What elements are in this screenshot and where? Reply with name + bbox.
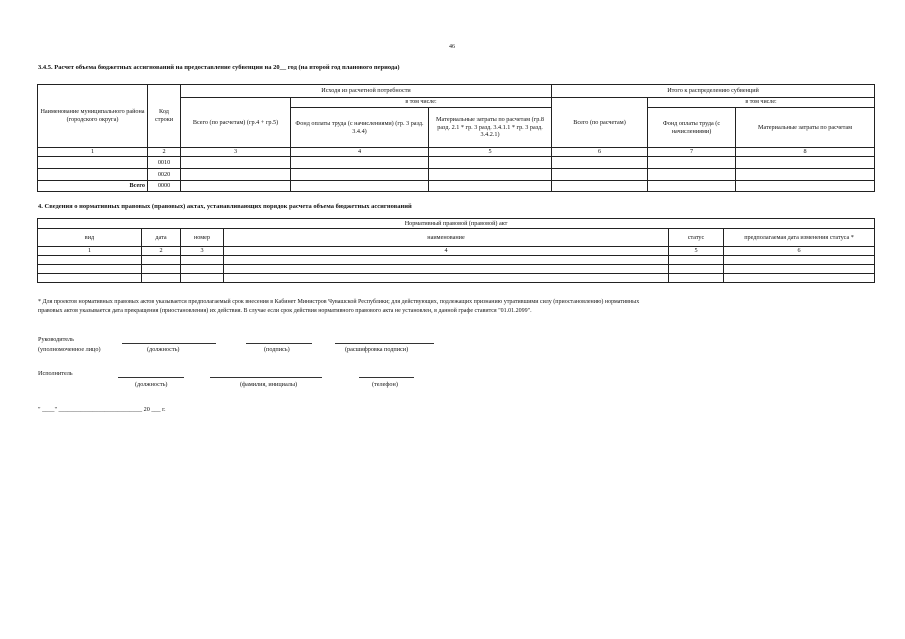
col-number: 4 [224,247,669,256]
col-type-header: вид [38,229,142,247]
col-number: 8 [736,148,875,157]
table-row [38,256,875,265]
col-number: 4 [291,148,429,157]
including-label: в том числе: [291,98,552,108]
col-date-header: дата [142,229,181,247]
act-header: Нормативный правовой (правовой) акт [38,219,875,229]
table-row [38,265,875,274]
executor-name-line [210,377,322,378]
total-label: Всего [38,181,148,192]
col-number: 5 [429,148,552,157]
table-row [38,169,875,181]
col-number-header: номер [181,229,224,247]
section-345-title: 3.4.5. Расчет объема бюджетных ассигнований на предоставление субвенции на 20__ год (на второй год планового периода) [38,64,400,71]
col-mat-header: Материальные затраты по расчетам (гр.8 разд. 2.1 * гр. 3 разд. 3.4.1.1 * гр. 3 разд. 3.4.2.1) [429,108,552,148]
date-line: " ____" ___________________________ 20 ___ г. [38,406,166,413]
col-fot-header: Фонд оплаты труда (с начислениями) (гр. 3 разд. 3.4.4) [291,108,429,148]
group-dist-header: Итого к распределению субвенций [552,85,875,98]
col-total-calc-header: Всего (по расчетам) (гр.4 + гр.5) [181,98,291,148]
col-number: 1 [38,247,142,256]
table-row [38,274,875,283]
table-row [38,157,875,169]
exec-name-caption: (фамилия, инициалы) [240,381,298,388]
col-title-header: наименование [224,229,669,247]
col-number: 1 [38,148,148,157]
legal-acts-table [37,218,875,283]
col-number: 6 [552,148,648,157]
col-status-header: статус [669,229,724,247]
col-number: 2 [142,247,181,256]
footnote-line-1: * Для проектов нормативных правовых актов указывается предполагаемый срок внесения в Кабинет Министров Чувашской Республики; для действующих, подлежащих признанию утратившими силу (приостановлению) нормативных [38,299,640,305]
executor-position-line [118,377,184,378]
decoding-caption: (расшифровка подписи) [345,346,409,353]
signature-caption: (подпись) [264,346,290,353]
section-4-title: 4. Сведения о нормативных правовых (правовых) актах, устанавливающих порядок расчета объема бюджетных ассигнований [38,203,412,210]
head-decoding-line [335,343,434,344]
footnote-line-2: правовых актов указывается дата прекращения (приостановления) их действия. В случае если срок действия нормативного правового акта не установлен, в данной графе ставится "01.01.2099". [38,308,532,314]
executor-label: Исполнитель [38,370,73,377]
executor-phone-line [359,377,414,378]
page-number: 46 [449,44,455,50]
col-number: 6 [724,247,875,256]
total-code: 0000 [148,181,181,192]
head-label: Руководитель [38,336,74,343]
col-name-header: Наименование муниципального района (городского округа) [38,85,148,148]
group-need-header: Исходя из расчетной потребности [181,85,552,98]
col-mat-dist-header: Материальные затраты по расчетам [736,108,875,148]
exec-position-caption: (должность) [135,381,168,388]
col-code-header: Код строки [148,85,181,148]
head-position-line [122,343,216,344]
col-total-dist-header: Всего (по расчетам) [552,98,648,148]
col-number: 7 [648,148,736,157]
head-sub-label: (уполномоченное лицо) [38,346,101,353]
head-signature-line [246,343,312,344]
including-label-dist: в том числе: [648,98,875,108]
row-code: 0010 [148,157,181,169]
col-number: 3 [181,247,224,256]
total-row [38,181,875,192]
col-number: 3 [181,148,291,157]
subvention-calc-table [37,84,875,192]
exec-phone-caption: (телефон) [372,381,398,388]
position-caption: (должность) [147,346,180,353]
col-fot-dist-header: Фонд оплаты труда (с начислениями) [648,108,736,148]
row-code: 0020 [148,169,181,181]
col-number: 5 [669,247,724,256]
col-change-date-header: предполагаемая дата изменения статуса * [724,229,875,247]
col-number: 2 [148,148,181,157]
